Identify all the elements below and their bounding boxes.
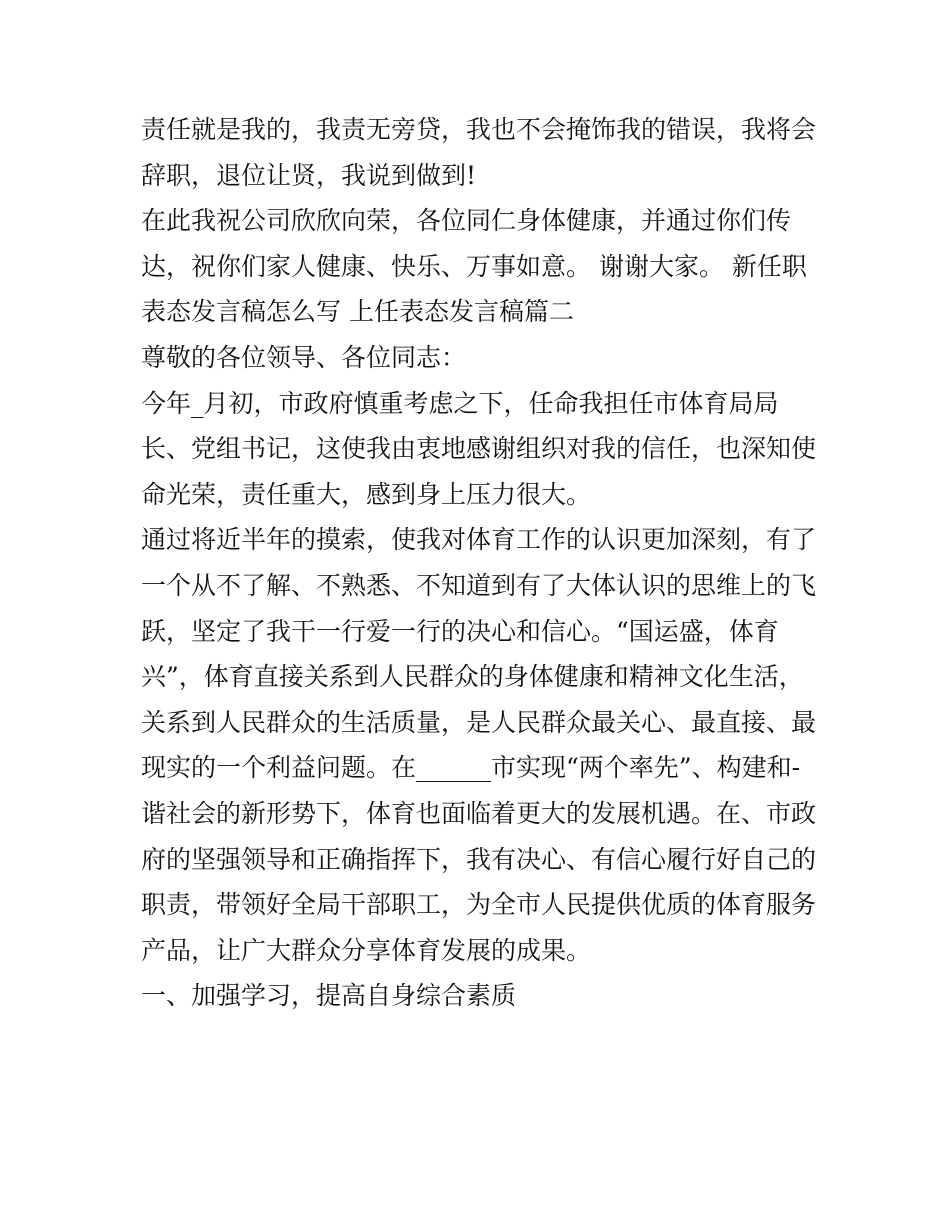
text-line: 府的坚强领导和正确指挥下，我有决心、有信心履行好自己的 xyxy=(141,844,817,874)
text-line: 今年_月初，市政府慎重考虑之下，任命我担任市体育局局 xyxy=(141,388,779,418)
text-line: 责任就是我的，我责无旁贷，我也不会掩饰我的错误，我将会 xyxy=(141,115,817,144)
text-line: 通过将近半年的摸索，使我对体育工作的认识更加深刻，有了 xyxy=(141,525,817,555)
text-line: 跃，坚定了我干一行爱一行的决心和信心。“国运盛，体育 xyxy=(141,616,779,646)
salutation: 尊敬的各位领导、各位同志： xyxy=(141,342,467,372)
text-line: 产品，让广大群众分享体育发展的成果。 xyxy=(141,935,592,965)
text-line: 兴”，体育直接关系到人民群众的身体健康和精神文化生活， xyxy=(141,662,804,692)
section-heading: 表态发言稿怎么写 上任表态发言稿篇二 xyxy=(141,297,574,327)
text-line: 达，祝你们家人健康、快乐、万事如意。 谢谢大家。 新任职 xyxy=(141,251,807,281)
text-line: 关系到人民群众的生活质量，是人民群众最关心、最直接、最 xyxy=(141,707,817,737)
text-line: 在此我祝公司欣欣向荣，各位同仁身体健康，并通过你们传 xyxy=(141,206,792,236)
text-line: 谐社会的新形势下，体育也面临着更大的发展机遇。在、市政 xyxy=(141,798,817,828)
section-heading: 一、加强学习，提高自身综合素质 xyxy=(141,981,517,1011)
text-line: 一个从不了解、不熟悉、不知道到有了大体认识的思维上的飞 xyxy=(141,570,817,600)
text-line: 命光荣，责任重大，感到身上压力很大。 xyxy=(141,479,592,509)
text-line: 长、党组书记，这使我由衷地感谢组织对我的信任，也深知使 xyxy=(141,434,817,464)
text-line: 职责，带领好全局干部职工，为全市人民提供优质的体育服务 xyxy=(141,890,817,920)
text-line: 辞职，退位让贤，我说到做到! xyxy=(141,160,477,190)
text-line: 现实的一个利益问题。在______市实现“两个率先”、构建和- xyxy=(141,753,801,783)
document-body xyxy=(141,107,821,1019)
